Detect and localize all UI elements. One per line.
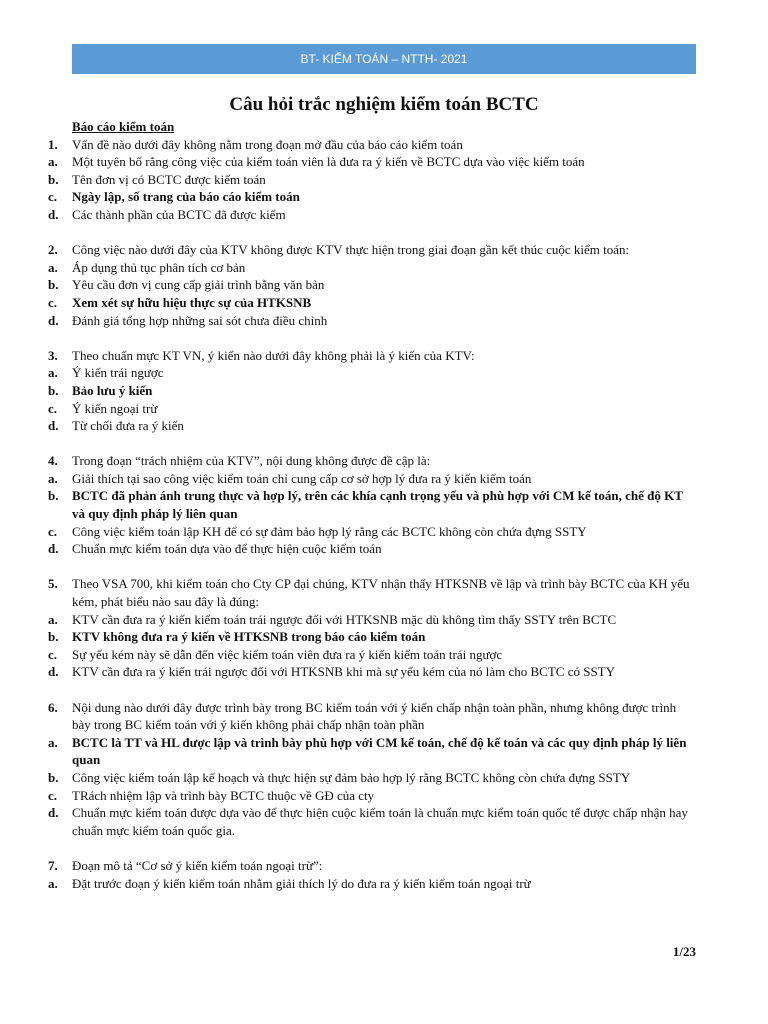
question-text: Vấn đề nào dưới đây không nằm trong đoạn mở đầu của báo cáo kiểm toán xyxy=(72,136,463,152)
option-text: TRách nhiệm lập và trình bày BCTC thuộc về GĐ của cty xyxy=(72,787,375,803)
question-text: Theo VSA 700, khi kiểm toán cho Cty CP đại chúng, KTV nhận thấy HTKSNB về lập và trình bày BCTC của KH yếu kém, phát biểu nào sau đây là đúng: xyxy=(72,576,690,610)
question-number: 2. xyxy=(48,242,58,258)
answer-option xyxy=(48,646,698,664)
answer-option-correct xyxy=(48,382,698,400)
answer-option xyxy=(48,206,698,224)
option-text: Áp dụng thủ tục phân tích cơ bản xyxy=(72,259,246,275)
option-text: Công việc kiểm toán lập KH để có sự đảm bảo hợp lý rằng các BCTC không còn chứa đựng SSTY xyxy=(72,523,587,539)
option-text: Ý kiến ngoại trừ xyxy=(72,400,158,416)
option-text: Bảo lưu ý kiến xyxy=(72,382,153,398)
answer-option xyxy=(48,171,698,189)
question-text: Nội dung nào dưới đây được trình bày trong BC kiểm toán với ý kiến chấp nhận toàn phần, nhưng không được trình bày trong BC kiểm toán với ý kiến không phải chấp nhận toàn phần xyxy=(72,699,677,733)
question-number: 4. xyxy=(48,453,58,469)
answer-option xyxy=(48,804,698,839)
option-text: BCTC đã phản ánh trung thực và hợp lý, trên các khía cạnh trọng yếu và phù hợp với CM kế toán, chế độ KT và quy định pháp lý liên quan xyxy=(72,488,683,522)
question-text: Công việc nào dưới đây của KTV không được KTV thực hiện trong giai đoạn gần kết thúc cuộc kiểm toán: xyxy=(72,242,630,258)
question-6 xyxy=(48,699,698,734)
option-marker: d. xyxy=(48,206,59,222)
option-marker: c. xyxy=(48,523,58,539)
option-marker: a. xyxy=(48,875,58,891)
option-text: Yêu cầu đơn vị cung cấp giải trình bằng văn bản xyxy=(72,277,325,293)
answer-option xyxy=(48,276,698,294)
option-text: KTV cần đưa ra ý kiến kiểm toán trái ngược đối với HTKSNB mặc dù không tìm thấy SSTY trên BCTC xyxy=(72,611,617,627)
option-text: KTV không đưa ra ý kiến về HTKSNB trong báo cáo kiểm toán xyxy=(72,629,426,645)
question-number: 7. xyxy=(48,857,58,873)
option-marker: a. xyxy=(48,611,58,627)
answer-option xyxy=(48,417,698,435)
option-text: KTV cần đưa ra ý kiến trái ngược đối với HTKSNB khi mà sự yếu kém của nó làm cho BCTC có SSTY xyxy=(72,664,616,680)
option-marker: d. xyxy=(48,312,59,328)
option-text: Một tuyên bố rằng công việc của kiểm toán viên là đưa ra ý kiến về BCTC dựa vào việc kiểm toán xyxy=(72,154,585,170)
option-text: Sự yếu kém này sẽ dẫn đến việc kiểm toán viên đưa ra ý kiến kiểm toán trái ngược xyxy=(72,646,503,662)
option-marker: b. xyxy=(48,171,59,187)
page-number: 1/23 xyxy=(672,944,696,959)
answer-option xyxy=(48,400,698,418)
question-spacer xyxy=(48,681,698,699)
option-text: Xem xét sự hữu hiệu thực sự của HTKSNB xyxy=(72,294,312,310)
option-marker: a. xyxy=(48,259,58,275)
option-marker: a. xyxy=(48,154,58,170)
question-text: Đoạn mô tả “Cơ sở ý kiến kiểm toán ngoại trừ”: xyxy=(72,857,323,873)
answer-option xyxy=(48,787,698,805)
answer-option xyxy=(48,875,698,893)
answer-option-correct xyxy=(48,294,698,312)
option-text: Tên đơn vị có BCTC được kiểm toán xyxy=(72,171,266,187)
question-spacer xyxy=(48,224,698,242)
option-text: Ý kiến trái ngược xyxy=(72,365,164,381)
answer-option xyxy=(48,523,698,541)
answer-option-correct xyxy=(48,188,698,206)
answer-option xyxy=(48,364,698,382)
answer-option xyxy=(48,312,698,330)
answer-option xyxy=(48,611,698,629)
question-text: Trong đoạn “trách nhiệm của KTV”, nội dung không được đề cập là: xyxy=(72,453,431,469)
section-heading: Báo cáo kiểm toán xyxy=(72,119,175,134)
option-marker: a. xyxy=(48,734,58,750)
question-number: 6. xyxy=(48,699,58,715)
question-5 xyxy=(48,575,698,610)
option-marker: b. xyxy=(48,382,59,398)
question-text: Theo chuẩn mực KT VN, ý kiến nào dưới đây không phải là ý kiến của KTV: xyxy=(72,347,475,363)
option-marker: b. xyxy=(48,277,59,293)
option-marker: b. xyxy=(48,769,59,785)
option-text: Chuẩn mực kiểm toán dựa vào để thực hiện cuộc kiểm toán xyxy=(72,541,382,557)
option-text: Các thành phần của BCTC đã được kiểm xyxy=(72,206,286,222)
answer-option-correct xyxy=(48,734,698,769)
option-marker: b. xyxy=(48,629,59,645)
option-marker: d. xyxy=(48,541,59,557)
question-list xyxy=(48,118,698,892)
answer-option xyxy=(48,769,698,787)
option-text: BCTC là TT và HL được lập và trình bày phù hợp với CM kế toán, chế độ kế toán và các quy định pháp lý liên quan xyxy=(72,734,687,768)
option-marker: c. xyxy=(48,294,58,310)
option-marker: d. xyxy=(48,418,59,434)
question-number: 3. xyxy=(48,347,58,363)
question-7 xyxy=(48,857,698,875)
question-2 xyxy=(48,241,698,259)
option-text: Ngày lập, số trang của báo cáo kiểm toán xyxy=(72,189,300,205)
option-marker: c. xyxy=(48,646,58,662)
question-4 xyxy=(48,452,698,470)
answer-option xyxy=(48,470,698,488)
page-title: Câu hỏi trắc nghiệm kiểm toán BCTC xyxy=(229,94,539,115)
option-marker: c. xyxy=(48,189,58,205)
option-text: Từ chối đưa ra ý kiến xyxy=(72,418,184,434)
option-text: Chuẩn mực kiểm toán được dựa vào để thực hiện cuộc kiểm toán là chuẩn mực kiểm toán quốc tế được chấp nhận hay chuẩn mực kiểm toán quốc gia. xyxy=(72,805,688,838)
option-text: Đặt trước đoạn ý kiến kiểm toán nhằm giải thích lý do đưa ra ý kiến kiểm toán ngoại trừ xyxy=(72,875,531,891)
option-marker: d. xyxy=(48,805,59,821)
question-spacer xyxy=(48,558,698,576)
question-number: 1. xyxy=(48,136,58,152)
question-spacer xyxy=(48,435,698,453)
option-marker: a. xyxy=(48,470,58,486)
option-text: Công việc kiểm toán lập kế hoạch và thực hiện sự đảm bảo hợp lý rằng BCTC không còn chứa đựng SSTY xyxy=(72,769,631,785)
option-marker: a. xyxy=(48,365,58,381)
option-marker: b. xyxy=(48,488,59,504)
question-spacer xyxy=(48,329,698,347)
question-3 xyxy=(48,347,698,365)
header-banner: BT- KIỂM TOÁN – NTTH- 2021 xyxy=(72,44,696,74)
question-number: 5. xyxy=(48,576,58,592)
answer-option-correct xyxy=(48,487,698,522)
question-1 xyxy=(48,136,698,154)
option-marker: d. xyxy=(48,664,59,680)
answer-option xyxy=(48,663,698,681)
option-marker: c. xyxy=(48,400,58,416)
option-text: Đánh giá tổng hợp những sai sót chưa điều chỉnh xyxy=(72,312,328,328)
answer-option xyxy=(48,540,698,558)
option-text: Giải thích tại sao công việc kiểm toán chỉ cung cấp cơ sở hợp lý đưa ra ý kiến kiểm toán xyxy=(72,470,532,486)
answer-option-correct xyxy=(48,628,698,646)
answer-option xyxy=(48,259,698,277)
option-marker: c. xyxy=(48,787,58,803)
answer-option xyxy=(48,153,698,171)
question-spacer xyxy=(48,839,698,857)
